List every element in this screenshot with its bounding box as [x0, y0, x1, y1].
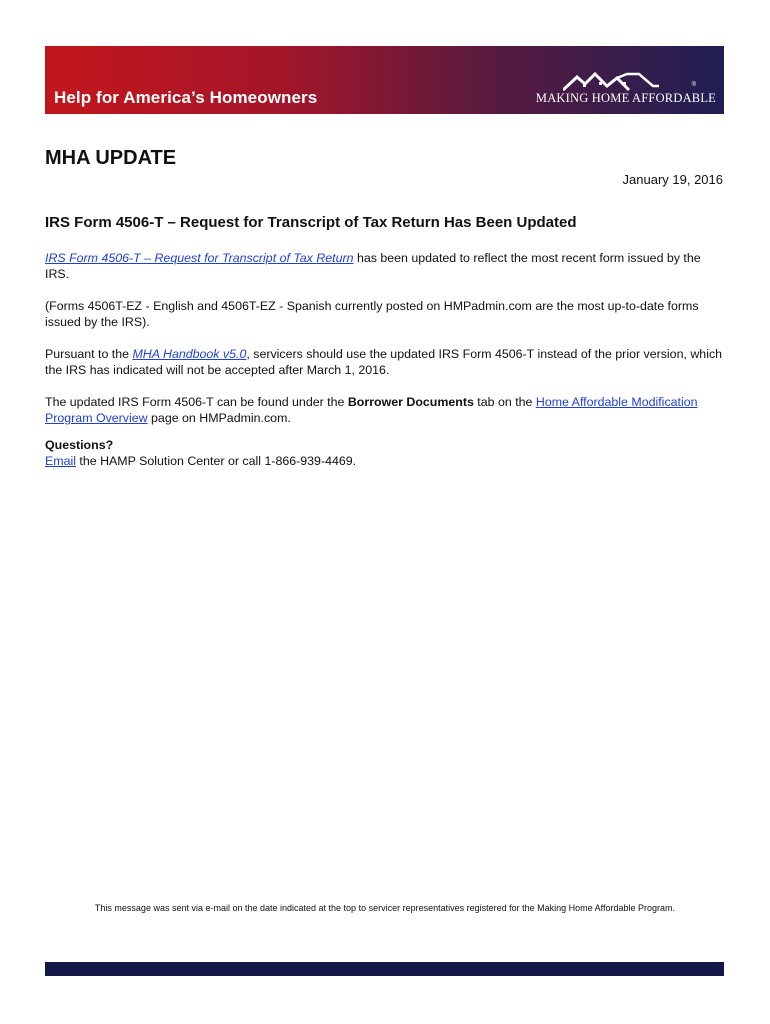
irs-form-4506t-link[interactable]: IRS Form 4506-T – Request for Transcript of Tax Return: [45, 251, 354, 265]
paragraph-text: has been updated to reflect the most recent form issued by the IRS.: [45, 251, 701, 281]
footer-bar: [45, 962, 724, 976]
mha-handbook-link[interactable]: MHA Handbook v5.0: [132, 347, 247, 361]
questions-heading: Questions?: [45, 438, 114, 452]
subject-heading: IRS Form 4506-T – Request for Transcript of Tax Return Has Been Updated: [45, 214, 577, 231]
paragraph-text: page on HMPadmin.com.: [147, 411, 291, 425]
hamp-program-overview-link[interactable]: Home Affordable Modification Program Overview: [45, 395, 698, 425]
paragraph-text: Pursuant to the: [45, 347, 133, 361]
making-home-affordable-logo: [521, 72, 716, 112]
paragraph-text: , servicers should use the updated IRS Form 4506-T instead of the prior version, which the IRS has indicated will not be accepted after March 1, 2016.: [45, 347, 723, 377]
paragraph-text: tab on the: [473, 395, 536, 409]
registered-mark: ®: [691, 82, 696, 88]
update-date: January 19, 2016: [622, 172, 723, 187]
paragraph-handbook: [45, 346, 723, 378]
logo-wordmark: MAKING HOME AFFORDABLE: [535, 91, 716, 105]
footer-note: This message was sent via e-mail on the date indicated at the top to servicer representatives registered for the Making Home Affordable Program.: [94, 903, 676, 913]
paragraph-location: [45, 394, 723, 426]
banner-title: Help for America’s Homeowners: [54, 88, 318, 107]
paragraph-text: the HAMP Solution Center or call 1-866-939-4469.: [75, 454, 357, 468]
questions-section: [45, 437, 723, 469]
paragraph-text: The updated IRS Form 4506-T can be found under the: [45, 395, 348, 409]
paragraph-ez-forms: (Forms 4506T-EZ - English and 4506T-EZ - Spanish currently posted on HMPadmin.com are the most up-to-date forms issued by the IRS).: [45, 299, 699, 329]
borrower-documents-label: Borrower Documents: [347, 395, 474, 409]
houses-roofline-icon: [563, 72, 673, 92]
header-banner: [45, 46, 724, 114]
paragraph-form-updated: [45, 250, 723, 282]
page-title: MHA UPDATE: [45, 147, 177, 169]
email-link[interactable]: Email: [45, 454, 76, 468]
